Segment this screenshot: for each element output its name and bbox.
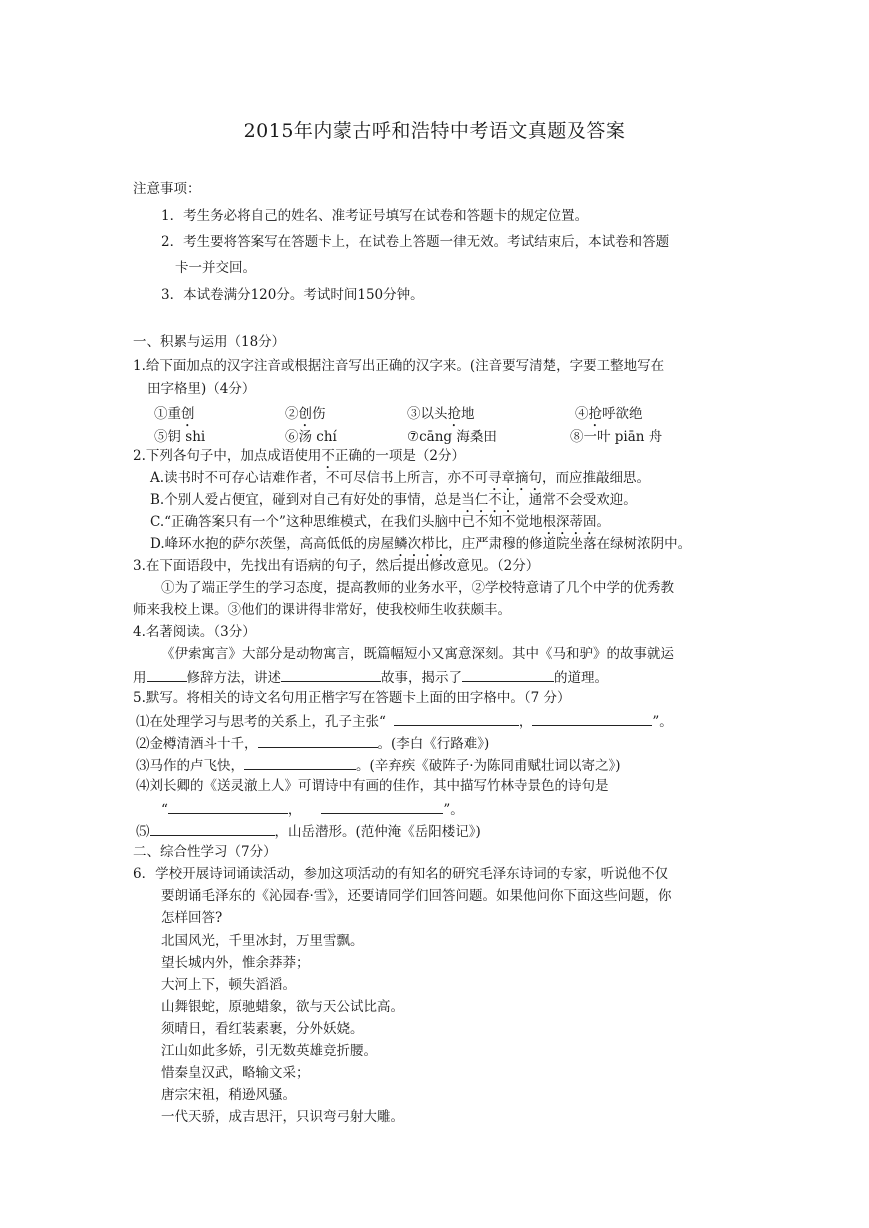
- q5-line-3: ⑶马作的卢飞快， 。(辛弃疾《破阵子·为陈同甫赋壮词以寄之》): [136, 755, 621, 775]
- q4-blank-1: [147, 667, 187, 682]
- q5-blank-1a: [394, 711, 519, 726]
- q5-blank-4b: [321, 799, 443, 814]
- poem-line: 江山如此多娇，引无数英雄竞折腰。: [161, 1043, 377, 1059]
- notice-heading: 注意事项：: [133, 181, 201, 197]
- q5-line-2: ⑵金樽清酒斗十千， 。(李白《行路难》): [136, 733, 489, 753]
- q3-stem: 3.在下面语段中，先找出有语病的句子，然后提出修改意见。（2分）: [133, 558, 540, 574]
- q4-passage-line-1: 《伊索寓言》大部分是动物寓言，既篇幅短小又寓意深刻。其中《马和驴》的故事就运: [161, 646, 674, 662]
- q5-line-1: ⑴在处理学习与思考的关系上，孔子主张“ ， ”。: [136, 711, 673, 731]
- q1-stem-line-2: 田字格里)（4分）: [147, 381, 256, 397]
- q2-option-c: C.“正确答案只有一个”这种思维模式，在我们头脑中已不知不觉地根深蒂固。: [150, 514, 610, 530]
- notice-item-3: 3．本试卷满分120分。考试时间150分钟。: [161, 287, 424, 303]
- q6-stem-line-3: 怎样回答?: [161, 910, 223, 926]
- q4-blank-3: [462, 667, 554, 682]
- q1-option-1: ①重创: [154, 406, 195, 422]
- poem-line: 北国风光，千里冰封，万里雪飘。: [161, 933, 364, 949]
- q2-option-b: B.个别人爱占便宜，碰到对自己有好处的事情，总是当仁不让，通常不会受欢迎。: [150, 492, 637, 508]
- poem-line: 唐宗宋祖，稍逊风骚。: [161, 1087, 296, 1103]
- poem-line: 须晴日，看红装素裹，分外妖娆。: [161, 1021, 364, 1037]
- q6-stem-line-1: 6．学校开展诗词诵读活动，参加这项活动的有知名的研究毛泽东诗词的专家，听说他不仅: [133, 866, 669, 882]
- q1-option-7: ⑦cāng 海桑田: [407, 429, 497, 445]
- q3-passage-line-1: ①为了端正学生的学习态度，提高教师的业务水平，②学校特意请了几个中学的优秀教: [161, 580, 674, 596]
- q2-option-a: A.读书时不可存心诘难作者，不可尽信书上所言，亦不可寻章摘句，而应推敲细思。: [150, 470, 651, 486]
- poem-line: 望长城内外，惟余莽莽；: [161, 955, 310, 971]
- q2-option-d: D.峰环水抱的萨尔茨堡，高高低低的房屋鳞次栉比，庄严肃穆的修道院坐落在绿树浓阴中。: [150, 536, 692, 552]
- q3-passage-line-2: 师来我校上课。③他们的课讲得非常好，使我校师生收获颇丰。: [133, 602, 511, 618]
- q5-blank-5: [150, 821, 275, 836]
- q5-stem: 5.默写。将相关的诗文名句用正楷字写在答题卡上面的田字格中。（7 分）: [133, 690, 571, 706]
- q5-blank-3: [244, 755, 356, 770]
- page-title: 2015年内蒙古呼和浩特中考语文真题及答案: [243, 120, 626, 142]
- q4-passage-line-2: 用 修辞方法，讲述 故事，揭示了 的道理。: [133, 667, 608, 687]
- q2-stem: 2.下列各句子中，加点成语使用不正确的一项是（2分）: [133, 448, 465, 464]
- q1-option-2: ②创伤: [285, 406, 326, 422]
- q5-blank-1b: [532, 711, 652, 726]
- notice-item-1: 1．考生务必将自己的姓名、准考证号填写在试卷和答题卡的规定位置。: [161, 208, 589, 224]
- section-1-heading: 一、积累与运用（18分）: [133, 334, 286, 350]
- q5-blank-2: [258, 733, 378, 748]
- q6-stem-line-2: 要朗诵毛泽东的《沁园春·雪》，还要请同学们回答问题。如果他问你下面这些问题，你: [161, 888, 672, 904]
- q4-stem: 4.名著阅读。（3分）: [133, 624, 256, 640]
- notice-item-2-cont: 卡一并交回。: [175, 260, 256, 276]
- q1-option-8: ⑧一叶 piān 舟: [570, 429, 663, 445]
- q1-option-6: ⑥汤 chí: [285, 429, 337, 445]
- q1-option-4: ④抢呼欲绝: [575, 406, 643, 422]
- q5-line-5: ⑸ ，山岳潜形。(范仲淹《岳阳楼记》): [136, 821, 481, 841]
- notice-item-2: 2．考生要将答案写在答题卡上，在试卷上答题一律无效。考试结束后，本试卷和答题: [161, 234, 670, 250]
- q1-option-5: ⑤钥 shi: [154, 429, 206, 445]
- q1-option-3: ③以头抢地: [407, 406, 475, 422]
- q5-line-4: ⑷刘长卿的《送灵澈上人》可谓诗中有画的佳作，其中描写竹林寺景色的诗句是: [136, 778, 609, 794]
- q5-line-4-blanks: “ ， ”。: [161, 799, 464, 819]
- section-2-heading: 二、综合性学习（7分）: [133, 844, 277, 860]
- poem-line: 惜秦皇汉武，略输文采；: [161, 1065, 310, 1081]
- poem-line: 一代天骄，成吉思汗，只识弯弓射大雕。: [161, 1109, 404, 1125]
- poem-line: 大河上下，顿失滔滔。: [161, 977, 296, 993]
- q5-blank-4a: [168, 799, 288, 814]
- q1-stem-line-1: 1.给下面加点的汉字注音或根据注音写出正确的汉字来。(注音要写清楚，字要工整地写在: [133, 358, 665, 374]
- poem-line: 山舞银蛇，原驰蜡象，欲与天公试比高。: [161, 999, 404, 1015]
- q4-blank-2: [281, 667, 381, 682]
